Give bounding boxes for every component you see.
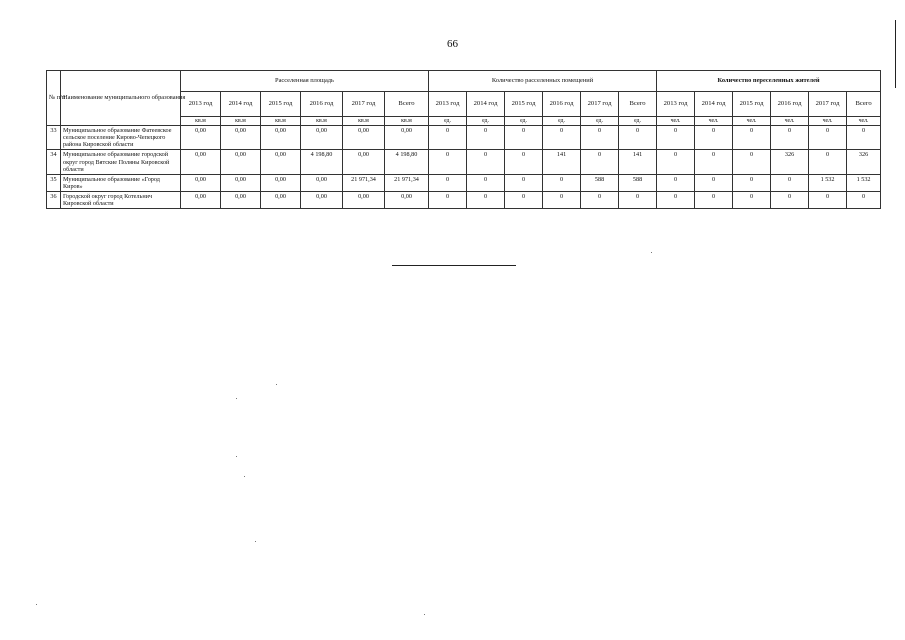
people-cell: 0	[733, 174, 771, 191]
area-cell: 0,00	[301, 192, 343, 209]
area-cell: 0,00	[261, 150, 301, 174]
premises-cell: 0	[467, 174, 505, 191]
premises-cell: 0	[429, 192, 467, 209]
premises-cell: 0	[505, 174, 543, 191]
municipality-name: Городской округ город Котельнич Кировской области	[61, 192, 181, 209]
premises-cell: 0	[581, 126, 619, 150]
premises-cell: 0	[619, 126, 657, 150]
year-header: Всего	[385, 92, 429, 117]
premises-cell: 0	[467, 126, 505, 150]
year-header: 2017 год	[809, 92, 847, 117]
unit-header: кв.м	[385, 117, 429, 126]
year-header: 2016 год	[301, 92, 343, 117]
people-cell: 1 532	[809, 174, 847, 191]
area-cell: 0,00	[181, 192, 221, 209]
area-cell: 0,00	[261, 192, 301, 209]
unit-header: кв.м	[301, 117, 343, 126]
premises-cell: 0	[467, 192, 505, 209]
scan-speck	[424, 614, 425, 615]
people-cell: 0	[847, 192, 881, 209]
premises-cell: 0	[467, 150, 505, 174]
people-cell: 0	[657, 126, 695, 150]
scan-speck	[255, 541, 256, 542]
year-header: Всего	[847, 92, 881, 117]
unit-header: кв.м	[221, 117, 261, 126]
col-header-name: Наименование муниципального образования	[61, 71, 181, 126]
premises-cell: 0	[429, 150, 467, 174]
year-header: 2016 год	[771, 92, 809, 117]
group-header: Количество расселенных помещений	[429, 71, 657, 92]
unit-header: ед.	[429, 117, 467, 126]
unit-header: чел.	[695, 117, 733, 126]
unit-header: чел.	[847, 117, 881, 126]
premises-cell: 588	[619, 174, 657, 191]
area-cell: 0,00	[343, 126, 385, 150]
year-header: 2017 год	[581, 92, 619, 117]
unit-header: ед.	[543, 117, 581, 126]
unit-header: чел.	[771, 117, 809, 126]
people-cell: 326	[771, 150, 809, 174]
people-cell: 0	[809, 150, 847, 174]
table-row	[47, 150, 881, 174]
premises-cell: 141	[543, 150, 581, 174]
area-cell: 0,00	[261, 126, 301, 150]
area-cell: 0,00	[261, 174, 301, 191]
table-row	[47, 126, 881, 150]
unit-header: чел.	[809, 117, 847, 126]
scan-speck	[236, 398, 237, 399]
unit-header: чел.	[733, 117, 771, 126]
area-cell: 0,00	[343, 150, 385, 174]
premises-cell: 0	[619, 192, 657, 209]
premises-cell: 0	[429, 126, 467, 150]
people-cell: 0	[657, 174, 695, 191]
group-header: Расселенная площадь	[181, 71, 429, 92]
premises-cell: 0	[429, 174, 467, 191]
people-cell: 0	[771, 126, 809, 150]
area-cell: 0,00	[221, 126, 261, 150]
row-number: 35	[47, 174, 61, 191]
year-header: 2013 год	[429, 92, 467, 117]
people-cell: 0	[809, 126, 847, 150]
year-header: 2016 год	[543, 92, 581, 117]
table-row	[47, 192, 881, 209]
people-cell: 0	[847, 126, 881, 150]
scan-speck	[236, 456, 237, 457]
year-header: 2017 год	[343, 92, 385, 117]
premises-cell: 0	[505, 150, 543, 174]
people-cell: 0	[695, 126, 733, 150]
area-cell: 0,00	[301, 126, 343, 150]
people-cell: 0	[733, 192, 771, 209]
unit-header: ед.	[467, 117, 505, 126]
premises-cell: 0	[543, 174, 581, 191]
row-number: 34	[47, 150, 61, 174]
year-header: Всего	[619, 92, 657, 117]
people-cell: 0	[771, 192, 809, 209]
resettlement-table	[46, 70, 881, 209]
area-cell: 0,00	[301, 174, 343, 191]
area-cell: 0,00	[221, 150, 261, 174]
people-cell: 0	[771, 174, 809, 191]
people-cell: 0	[657, 192, 695, 209]
people-cell: 0	[733, 150, 771, 174]
scan-speck	[651, 252, 652, 253]
table-row	[47, 174, 881, 191]
unit-header: ед.	[619, 117, 657, 126]
area-cell: 0,00	[385, 192, 429, 209]
unit-header: ед.	[505, 117, 543, 126]
area-cell: 0,00	[221, 192, 261, 209]
year-header: 2015 год	[261, 92, 301, 117]
people-cell: 0	[809, 192, 847, 209]
municipality-name: Муниципальное образование Фатеевское сельское поселение Кирово-Чепецкого района Кировской области	[61, 126, 181, 150]
group-header: Количество переселенных жителей	[657, 71, 881, 92]
premises-cell: 588	[581, 174, 619, 191]
area-cell: 0,00	[181, 150, 221, 174]
premises-cell: 0	[581, 150, 619, 174]
row-number: 33	[47, 126, 61, 150]
footer-rule	[392, 265, 516, 266]
premises-cell: 0	[543, 126, 581, 150]
year-header: 2013 год	[657, 92, 695, 117]
scan-speck	[244, 476, 245, 477]
municipality-name: Муниципальное образование городской округ город Вятские Поляны Кировской области	[61, 150, 181, 174]
unit-header: кв.м	[261, 117, 301, 126]
municipality-name: Муниципальное образование «Город Киров»	[61, 174, 181, 191]
people-cell: 326	[847, 150, 881, 174]
margin-rule	[895, 20, 896, 88]
people-cell: 0	[695, 150, 733, 174]
premises-cell: 0	[543, 192, 581, 209]
year-header: 2013 год	[181, 92, 221, 117]
area-cell: 0,00	[181, 174, 221, 191]
area-cell: 0,00	[343, 192, 385, 209]
people-cell: 1 532	[847, 174, 881, 191]
people-cell: 0	[695, 174, 733, 191]
premises-cell: 0	[505, 126, 543, 150]
table-body	[47, 126, 881, 209]
year-header: 2015 год	[505, 92, 543, 117]
area-cell: 21 971,34	[343, 174, 385, 191]
area-cell: 0,00	[221, 174, 261, 191]
table-header	[47, 71, 881, 126]
premises-cell: 0	[581, 192, 619, 209]
scan-speck	[276, 384, 277, 385]
area-cell: 0,00	[181, 126, 221, 150]
area-cell: 4 198,80	[301, 150, 343, 174]
col-header-no: № п/п	[47, 71, 61, 126]
year-header: 2014 год	[695, 92, 733, 117]
page-number: 66	[447, 38, 458, 50]
year-header: 2014 год	[467, 92, 505, 117]
unit-header: чел.	[657, 117, 695, 126]
year-header: 2014 год	[221, 92, 261, 117]
premises-cell: 0	[505, 192, 543, 209]
unit-header: кв.м	[343, 117, 385, 126]
area-cell: 0,00	[385, 126, 429, 150]
people-cell: 0	[695, 192, 733, 209]
people-cell: 0	[657, 150, 695, 174]
year-header: 2015 год	[733, 92, 771, 117]
premises-cell: 141	[619, 150, 657, 174]
unit-header: ед.	[581, 117, 619, 126]
header-row-groups	[47, 71, 881, 92]
area-cell: 21 971,34	[385, 174, 429, 191]
scan-speck	[36, 604, 37, 605]
people-cell: 0	[733, 126, 771, 150]
row-number: 36	[47, 192, 61, 209]
area-cell: 4 198,80	[385, 150, 429, 174]
unit-header: кв.м	[181, 117, 221, 126]
